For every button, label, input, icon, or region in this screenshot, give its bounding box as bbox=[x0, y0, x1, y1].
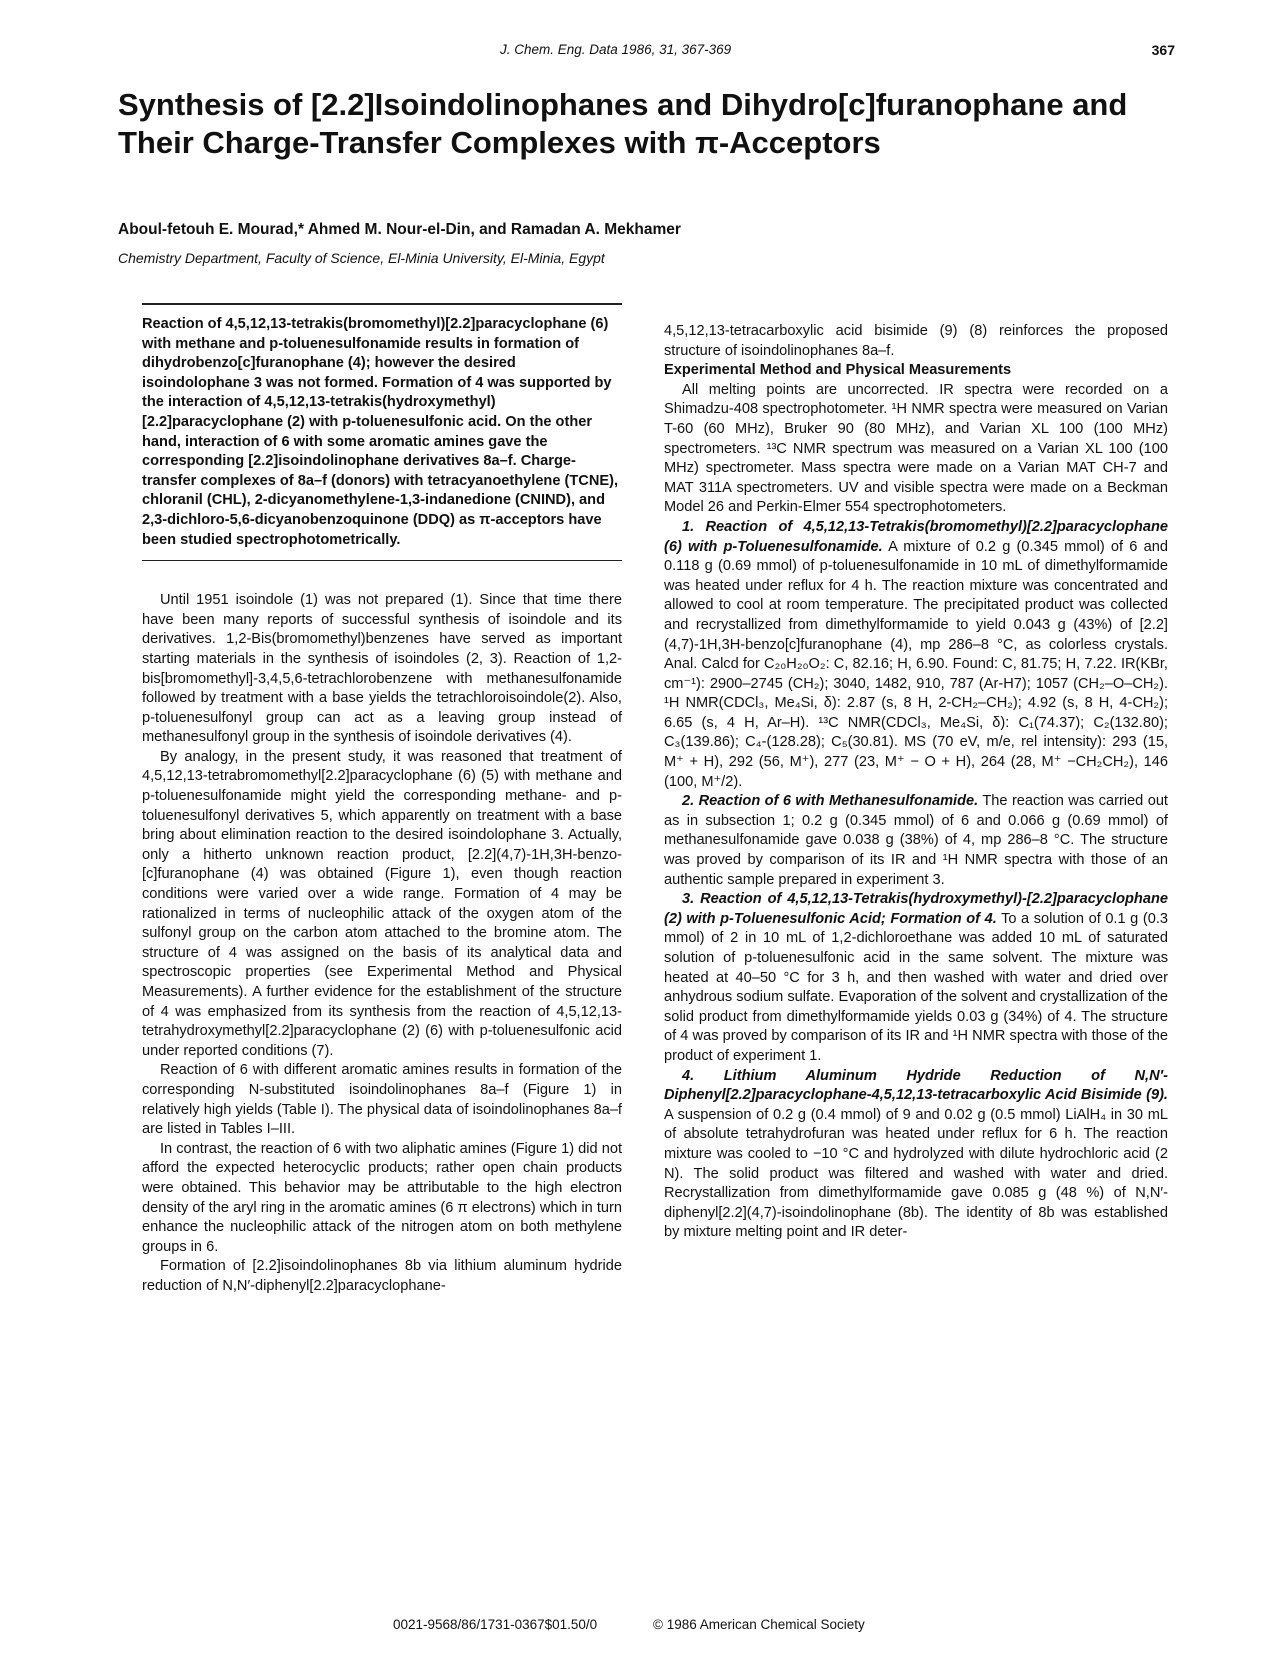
experiment-2-title: 2. Reaction of 6 with Methanesulfonamide. bbox=[682, 793, 979, 810]
experimental-intro: All melting points are uncorrected. IR spectra were recorded on a Shimadzu-408 spectrophotometer. ¹H NMR spectra were measured on Varian T-60 (60 MHz), Bruker 90 (80 MHz), and Varian XL 100 (100 MHz) spectrometers. ¹³C NMR spectrum was measured on a Varian XL 100 (100 MHz) spectrometer. Mass spectra were made on a Varian MAT CH-7 and MAT 311A spectrometers. UV and visible spectra were made on a Beckman Model 26 and Perkin-Elmer 554 spectrophotometers. bbox=[664, 381, 1168, 516]
section-heading: Experimental Method and Physical Measurements bbox=[664, 362, 1012, 379]
experiment-1 bbox=[664, 518, 1168, 792]
article-title: Synthesis of [2.2]Isoindolinophanes and Dihydro[c]furanophane and Their Charge-Transfer Complexes with π-Acceptors bbox=[118, 87, 1128, 160]
experiment-4-title: 4. Lithium Aluminum Hydride Reduction of N,N′-Diphenyl[2.2]paracyclophane-4,5,12,13-tetracarboxylic Acid Bisimide (9). bbox=[664, 1067, 1168, 1104]
experiment-2-text: The reaction was carried out as in subsection 1; 0.2 g (0.345 mmol) of 6 and 0.066 g (0.69 mmol) of methanesulfonamide gave 0.038 g (38%) of 4, mp 286–8 °C. The structure was proved by comparison of its IR and ¹H NMR spectra with those of an authentic sample prepared in experiment 3. bbox=[664, 793, 1168, 888]
abstract-top-rule bbox=[142, 303, 622, 305]
copyright-notice: © 1986 American Chemical Society bbox=[653, 1617, 865, 1632]
body-paragraph-2: By analogy, in the present study, it was reasoned that treatment of 4,5,12,13-tetrabromomethyl[2.2]paracyclophane (6) (5) with methane and p-toluenesulfonamide might yield the corresponding methane- and p-toluenesulfonyl derivatives 5, which apparently on treatment with a base bring about elimination reaction to the desired isoindolophane 3. Actually, only a hitherto unknown reaction product, [2.2](4,7)-1H,3H-benzo-[c]furanophane (4) was obtained (Figure 1), even though reaction conditions were varied over a wide range. Formation of 4 may be rationalized in terms of nucleophilic attack of the oxygen atom of the sulfonyl group on the carbon atom attached to the bromine atom. The structure of 4 was assigned on the basis of its analytical data and spectroscopic properties (see Experimental Method and Physical Measurements). A further evidence for the establishment of the structure of 4 was emphasized from its synthesis from the reaction of 4,5,12,13-tetrahydroxymethyl[2.2]paracyclophane (2) (6) with p-toluenesulfonic acid under reported conditions (7). bbox=[142, 748, 622, 1059]
publication-code: 0021-9568/86/1731-0367$01.50/0 bbox=[393, 1617, 598, 1632]
left-column bbox=[142, 303, 622, 1297]
abstract: Reaction of 4,5,12,13-tetrakis(bromomethyl)[2.2]paracyclophane (6) with methane and p-toluenesulfonamide results in formation of dihydrobenzo[c]furanophane (4); however the desired isoindolophane 3 was not formed. Formation of 4 was supported by the interaction of 4,5,12,13-tetrakis(hydroxymethyl)[2.2]paracyclophane (2) with p-toluenesulfonic acid. On the other hand, interaction of 6 with some aromatic amines gave the corresponding [2.2]isoindolinophane derivatives 8a–f. Charge-transfer complexes of 8a–f (donors) with tetracyanoethylene (TCNE), chloranil (CHL), 2-dicyanomethylene-1,3-indanedione (CNIND), and 2,3-dichloro-5,6-dicyanobenzoquinone (DDQ) as π-acceptors have been studied spectrophotometrically. bbox=[142, 316, 619, 548]
experiment-3-title: 3. Reaction of 4,5,12,13-Tetrakis(hydroxymethyl)-[2.2]paracyclophane (2) with p-Toluenesulfonic Acid; Formation of 4. bbox=[664, 891, 1168, 927]
right-column bbox=[664, 322, 1168, 1243]
journal-reference: J. Chem. Eng. Data 1986, 31, 367-369 bbox=[500, 42, 732, 57]
abstract-bottom-rule bbox=[142, 560, 622, 561]
body-paragraph-5: Formation of [2.2]isoindolinophanes 8b via lithium aluminum hydride reduction of N,N′-diphenyl[2.2]paracyclophane- bbox=[142, 1258, 622, 1294]
experiment-4 bbox=[664, 1067, 1168, 1243]
body-paragraph-3: Reaction of 6 with different aromatic amines results in formation of the corresponding N-substituted isoindolinophanes 8a–f (Figure 1) in relatively high yields (Table I). The physical data of isoindolinophanes 8a–f are listed in Tables I–III. bbox=[142, 1062, 622, 1138]
author-list: Aboul-fetouh E. Mourad,* Ahmed M. Nour-el-Din, and Ramadan A. Mekhamer bbox=[118, 221, 681, 238]
body-paragraph-1: Until 1951 isoindole (1) was not prepared (1). Since that time there have been many reports of successful synthesis of isoindole and its derivatives. 1,2-Bis(bromomethyl)benzenes have served as important starting materials in the synthesis of isoindoles (2, 3). Reaction of 1,2-bis[bromomethyl]-3,4,5,6-tetrachlorobenzene with methanesulfonamide followed by treatment with a base yields the tetrachloroisoindole(2). Also, p-toluenesulfonyl group can act as a leaving group instead of methanesulfonyl group in the synthesis of isoindole derivatives (4). bbox=[142, 592, 622, 746]
page-number: 367 bbox=[1151, 42, 1175, 58]
running-head bbox=[0, 42, 1283, 62]
experiment-1-title: 1. Reaction of 4,5,12,13-Tetrakis(bromomethyl)[2.2]paracyclophane (6) with p-Toluenesulfonamide. bbox=[664, 518, 1168, 555]
experiment-3 bbox=[664, 890, 1168, 1066]
experiment-1-text: A mixture of 0.2 g (0.345 mmol) of 6 and 0.118 g (0.69 mmol) of p-toluenesulfonamide in 10 mL of dimethylformamide was heated under reflux for 4 h. The reaction mixture was concentrated and allowed to cool at room temperature. The precipitated product was collected and recrystallized from dimethylformamide to yield 0.043 g (43%) of [2.2](4,7)-1H,3H-benzo[c]furanophane (4), mp 286–8 °C, as colorless crystals. Anal. Calcd for C₂₀H₂₀O₂: C, 82.16; H, 6.90. Found: C, 81.75; H, 7.22. IR(KBr, cm⁻¹): 2900–2745 (CH₂); 3040, 1482, 910, 787 (Ar-H7); 1057 (CH₂–O–CH₂). ¹H NMR(CDCl₃, Me₄Si, δ): 2.87 (s, 8 H, 2-CH₂–CH₂); 4.92 (s, 8 H, 4-CH₂); 6.65 (s, 4 H, Ar–H). ¹³C NMR(CDCl₃, Me₄Si, δ): C₁(74.37); C₂(132.80); C₃(139.86); C₄-(128.28); C₅(30.81). MS (70 eV, m/e, rel intensity): 293 (15, M⁺ + H), 292 (56, M⁺), 277 (23, M⁺ − O + H), 264 (28, M⁺ −CH₂CH₂), 146 (100, M⁺/2). bbox=[664, 538, 1168, 790]
body-paragraph-continued: 4,5,12,13-tetracarboxylic acid bisimide (9) (8) reinforces the proposed structure of isoindolinophanes 8a–f. bbox=[664, 323, 1168, 359]
body-paragraph-4: In contrast, the reaction of 6 with two aliphatic amines (Figure 1) did not afford the expected heterocyclic products; rather open chain products were obtained. This behavior may be attributable to the high electron density of the aryl ring in the aromatic amines (6 π electrons) which in turn enhance the nucleophilic attack of the nitrogen atom on both methylene groups in 6. bbox=[142, 1140, 622, 1255]
experiment-2 bbox=[664, 792, 1168, 890]
affiliation: Chemistry Department, Faculty of Science, El-Minia University, El-Minia, Egypt bbox=[118, 250, 605, 266]
experiment-4-text: A suspension of 0.2 g (0.4 mmol) of 9 and 0.02 g (0.5 mmol) LiAlH₄ in 30 mL of absolute tetrahydrofuran was heated under reflux for 6 h. The reaction mixture was cooled to −10 °C and hydrolyzed with dilute hydrochloric acid (2 N). The solid product was filtered and washed with water and dried. Recrystallization from dimethylformamide gave 0.085 g (48 %) of N,N′-diphenyl[2.2](4,7)-isoindolinophane (8b). The identity of 8b was established by mixture melting point and IR deter- bbox=[664, 1106, 1168, 1241]
experiment-3-text: To a solution of 0.1 g (0.3 mmol) of 2 in 10 mL of 1,2-dichloroethane was added 10 mL of saturated solution of p-toluenesulfonic acid in the same solvent. The mixture was heated at 40–50 °C for 3 h, and then washed with water and dried over anhydrous sodium sulfate. Evaporation of the solvent and crystallization of the solid product from dimethylformamide yields 0.03 g (34%) of 4. The structure of 4 was proved by comparison of its IR and ¹H NMR spectra with those of the product of experiment 1. bbox=[664, 910, 1168, 1064]
